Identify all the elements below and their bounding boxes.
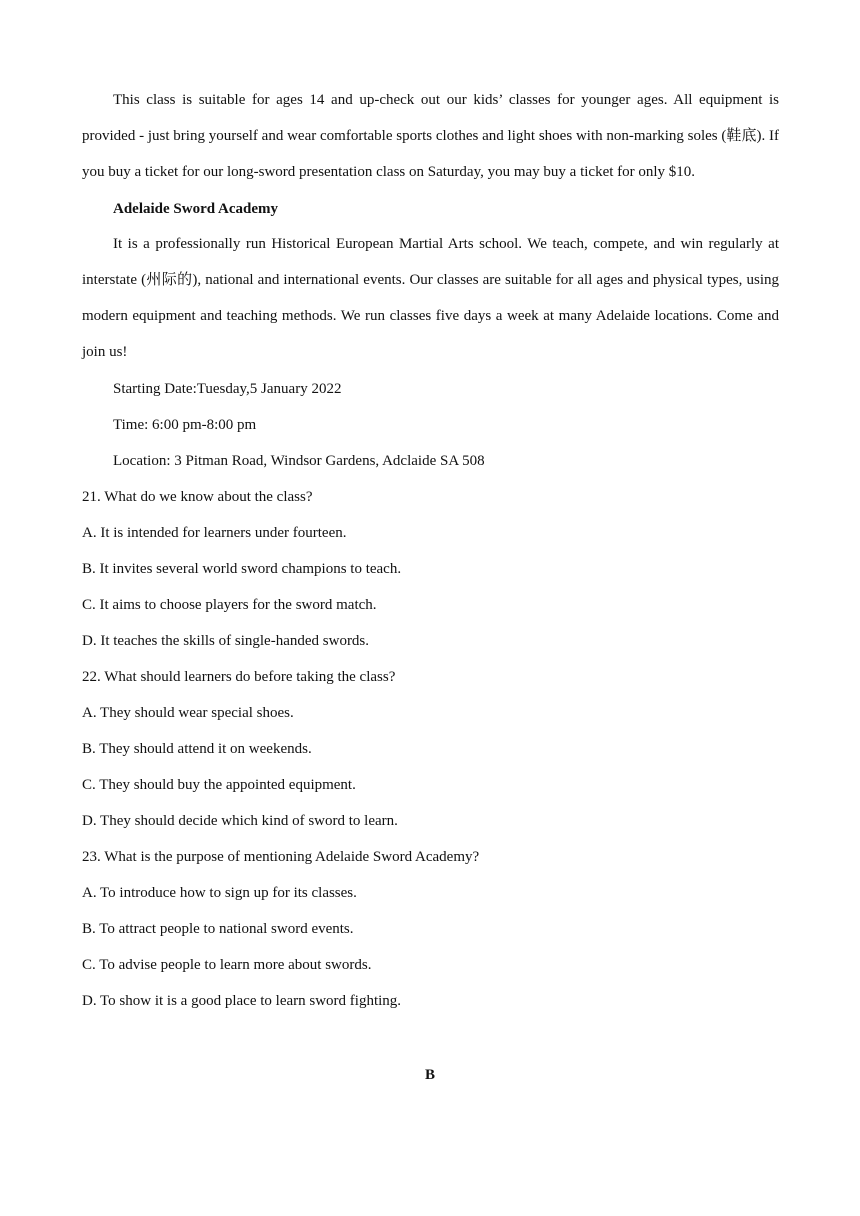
section-letter: B [424,1067,435,1083]
question-23-option-a: A. To introduce how to sign up for its classes. [82,885,357,901]
question-22-option-b: B. They should attend it on weekends. [82,741,312,757]
class-time: Time: 6:00 pm-8:00 pm [113,417,257,433]
question-23-option-d: D. To show it is a good place to learn sword fighting. [82,993,402,1009]
question-22-stem: 22. What should learners do before taking the class? [82,669,396,685]
question-21-stem: 21. What do we know about the class? [82,489,313,505]
question-21-option-a: A. It is intended for learners under fourteen. [82,525,347,541]
question-21-option-c: C. It aims to choose players for the sword match. [82,597,377,613]
starting-date: Starting Date:Tuesday,5 January 2022 [113,381,342,397]
question-21-option-b: B. It invites several world sword champions to teach. [82,561,402,577]
question-23-option-b: B. To attract people to national sword events. [82,921,354,937]
question-22-option-a: A. They should wear special shoes. [82,705,294,721]
question-22-option-d: D. They should decide which kind of sword to learn. [82,813,398,829]
question-22-option-c: C. They should buy the appointed equipment. [82,777,356,793]
class-location: Location: 3 Pitman Road, Windsor Gardens, Adclaide SA 508 [113,453,485,469]
question-23-option-c: C. To advise people to learn more about swords. [82,957,372,973]
academy-paragraph: It is a professionally run Historical European Martial Arts school. We teach, compete, and win regularly at interstate (州际的), national and international events. Our classes are suitable for all ages and physical types, using modern equipment and teaching methods. We run classes five days a week at many Adelaide locations. Come and join us! [82,236,779,360]
question-23-stem: 23. What is the purpose of mentioning Adelaide Sword Academy? [82,849,480,865]
question-21-option-d: D. It teaches the skills of single-handed swords. [82,633,370,649]
intro-paragraph: This class is suitable for ages 14 and up-check out our kids’ classes for younger ages. All equipment is provided - just bring yourself and wear comfortable sports clothes and light shoes with non-marking soles (鞋底). If you buy a ticket for our long-sword presentation class on Saturday, you may buy a ticket for only $10. [82,92,779,180]
academy-heading: Adelaide Sword Academy [113,201,278,217]
